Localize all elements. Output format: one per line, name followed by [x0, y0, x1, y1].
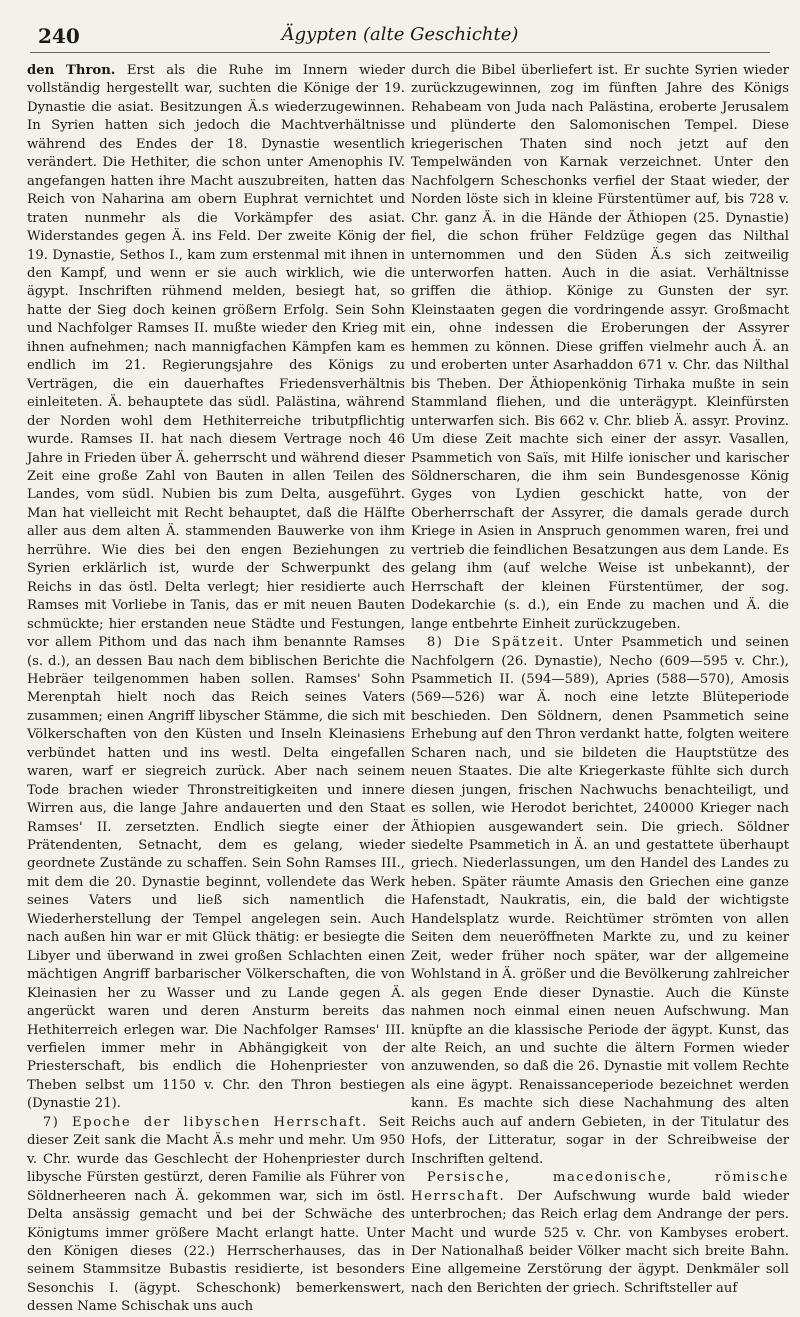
page-header	[30, 24, 770, 53]
paragraph-text: Der Aufschwung wurde bald wieder unterbrochen; das Reich erlag dem Andrange der pers. Macht und wurde 525 v. Chr. von Kambyses erobert. Der Nationalhaß beider Völker macht sich breite Bahn. Eine allgemeine Zerstörung der ägypt. Denkmäler soll nach den Berichten der griech. Schriftsteller auf	[411, 1188, 789, 1296]
section-heading: Persische, macedonische, römische Herrschaft.	[411, 1170, 789, 1204]
paragraph-foreign-rule	[411, 1169, 789, 1298]
right-column	[411, 62, 789, 1296]
section-heading: 8) Die Spätzeit.	[426, 635, 565, 651]
section-heading: 7) Epoche der libyschen Herrschaft.	[42, 1114, 368, 1130]
paragraph-libyan-epoch	[27, 1114, 405, 1317]
paragraph-continued: durch die Bibel überliefert ist. Er suchte Syrien wieder zurückzugewinnen, zog im fünften Jahre des Königs Rehabeam von Juda nach Palästina, eroberte Jerusalem und plünderte den Salomonischen Tempel. Diese kriegerischen Thaten sind noch jetzt auf den Tempelwänden von Karnak verzeichnet. Unter den Nachfolgern Scheschonks verfiel der Staat wieder, der Norden löste sich in kleine Fürstentümer auf, bis 728 v. Chr. ganz Ä. in die Hände der Äthiopen (25. Dynastie) fiel, die schon früher Feldzüge gegen das Nilthal unternommen und den Süden Ä.s sich zeitweilig unterworfen hatten. Auch in die asiat. Verhältnisse griffen die äthiop. Könige zu Gunsten der syr. Kleinstaaten gegen die vordringende assyr. Großmacht ein, ohne indessen die Eroberungen der Assyrer hemmen zu können. Diese griffen vielmehr auch Ä. an und eroberten unter Asarhaddon 671 v. Chr. das Nilthal bis Theben. Der Äthiopenkönig Tirhaka mußte in sein Stammland fliehen, und die unterägypt. Kleinfürsten unterwarfen sich. Bis 662 v. Chr. blieb Ä. assyr. Provinz. Um diese Zeit machte sich einer der assyr. Vasallen, Psammetich von Saïs, mit Hilfe ionischer und karischer Söldnerscharen, die ihm sein Bundesgenosse König Gyges von Lydien geschickt hatte, von der Oberherrschaft der Assyrer, die damals gerade durch Kriege in Asien in Anspruch genommen waren, frei und vertrieb die feindlichen Besatzungen aus dem Lande. Es gelang ihm (auf welche Weise ist unbekannt), der Herrschaft der kleinen Fürstentümer, der sog. Dodekarchie (s. d.), ein Ende zu machen und Ä. die lange entbehrte Einheit zurückzugeben.	[411, 63, 789, 632]
paragraph-text: Erst als die Ruhe im Innern wieder vollständig hergestellt war, suchten die Könige der 19. Dynastie die asiat. Besitzungen Ä.s wiederzugewinnen. In Syrien hatten sich jedoch die Machtverhältnisse während des Endes der 18. Dynastie wesentlich verändert. Die Hethiter, die schon unter Amenophis IV. angefangen hatten ihre Macht auszubreiten, hatten das Reich von Naharina am obern Euphrat vernichtet und traten nunmehr als die Vorkämpfer des asiat. Widerstandes gegen Ä. ins Feld. Der zweite König der 19. Dynastie, Sethos I., kam zum erstenmal mit ihnen in den Kampf, und wenn er sie auch wirklich, wie die ägypt. Inschriften rühmend melden, besiegt hat, so hatte der Sieg doch keinen größern Erfolg. Sein Sohn und Nachfolger Ramses II. mußte wieder den Krieg mit ihnen aufnehmen; nach mannigfachen Kämpfen kam es endlich im 21. Regierungsjahre des Königs zu Verträgen, die ein dauerhaftes Friedensverhältnis einleiteten. Ä. behauptete das südl. Palästina, während der Norden wohl dem Hethiterreiche tributpflichtig wurde. Ramses II. hat nach diesem Vertrage noch 46 Jahre in Frieden über Ä. geherrscht und während dieser Zeit eine große Zahl von Bauten in allen Teilen des Landes, vom südl. Nubien bis zum Delta, ausgeführt. Man hat vielleicht mit Recht behauptet, daß die Hälfte aller aus dem alten Ä. stammenden Bauwerke von ihm herrühre. Wie dies bei den engen Beziehungen zu Syrien erklärlich ist, wurde der Schwerpunkt des Reichs in das östl. Delta verlegt; hier residierte auch Ramses mit Vorliebe in Tanis, das er mit neuen Bauten schmückte; hier erstanden neue Städte und Festungen, vor allem Pithom und das nach ihm benannte Ramses (s. d.), an dessen Bau nach dem biblischen Berichte die Hebräer teilgenommen haben sollen. Ramses' Sohn Merenptah hielt noch das Reich seines Vaters zusammen; einen Angriff libyscher Stämme, die sich mit Völkerschaften von den Küsten und Inseln Kleinasiens verbündet hatten und ins westl. Delta eingefallen waren, warf er siegreich zurück. Aber nach seinem Tode brachen wieder Thronstreitigkeiten und innere Wirren aus, die lange Jahre andauerten und den Staat Ramses' II. zersetzten. Endlich siegte einer der Prätendenten, Setnacht, dem es gelang, wieder geordnete Zustände zu schaffen. Sein Sohn Ramses III., mit dem die 20. Dynastie beginnt, vollendete das Werk seines Vaters und ließ sich namentlich die Wiederherstellung der Tempel angelegen sein. Auch nach außen hin war er mit Glück thätig: er besiegte die Libyer und überwand in zwei großen Schlachten einen mächtigen Angriff barbarischer Völkerschaften, die von Kleinasien her zu Wasser und zu Lande gegen Ä. angerückt waren und deren Ansturm bereits das Hethiterreich erlegen war. Die Nachfolger Ramses' III. verfielen immer mehr in Abhängigkeit von der Priesterschaft, bis endlich die Hohenpriester von Theben selbst um 1150 v. Chr. den Thron bestiegen (Dynastie 21).	[27, 63, 405, 1112]
paragraph-text: Seit dieser Zeit sank die Macht Ä.s mehr und mehr. Um 950 v. Chr. wurde das Geschlecht der Hohenpriester durch libysche Fürsten gestürzt, deren Familie als Führer von Söldnerheeren nach Ä. gekommen war, sich im östl. Delta ansässig gemacht und bei der Schwäche des Königtums immer größere Macht erlangt hatte. Unter den Königen dieses (22.) Herrscherhauses, das in seinem Stammsitze Bubastis residierte, ist besonders Sesonchis I. (ägypt. Scheschonk) bemerkenswert, dessen Name Schischak uns auch	[27, 1114, 405, 1315]
page-number: 240	[38, 24, 80, 48]
running-title: Ägypten (alte Geschichte)	[281, 24, 519, 45]
paragraph-thebes-dynasties	[27, 62, 405, 1114]
paragraph-text: Unter Psammetich und seinen Nachfolgern (26. Dynastie), Necho (609—595 v. Chr.), Psammetich II. (594—589), Apries (588—570), Amosis (569—526) war Ä. noch eine letzte Blüteperiode beschieden. Den Söldnern, denen Psammetich seine Erhebung auf den Thron verdankt hatte, folgten weitere Scharen nach, und sie bildeten die Hauptstütze des neuen Staates. Die alte Kriegerkaste fühlte sich durch diesen jungen, frischen Nachwuchs benachteiligt, und es sollen, wie Herodot berichtet, 240000 Krieger nach Äthiopien ausgewandert sein. Die griech. Söldner siedelte Psammetich in Ä. an und gestattete überhaupt griech. Niederlassungen, um den Handel des Landes zu heben. Später räumte Amasis den Griechen eine ganze Hafenstadt, Naukratis, ein, die bald der wichtigste Handelsplatz wurde. Reichtümer strömten von allen Seiten dem neueröffneten Markte zu, und zu keiner Zeit, weder früher noch später, war der allgemeine Wohlstand in Ä. größer und die Bevölkerung zahlreicher als gegen Ende dieser Dynastie. Auch die Künste nahmen noch einmal einen neuen Aufschwung. Man knüpfte an die klassische Periode der ägypt. Kunst, das alte Reich, an und suchte die ältern Formen wieder anzuwenden, so daß die 26. Dynastie mit vollem Rechte als eine ägypt. Renaissanceperiode bezeichnet werden kann. Es machte sich diese Nachahmung des alten Reichs auch auf andern Gebieten, in der Titulatur des Hofs, der Litteratur, sogar in der Schreibweise der Inschriften geltend.	[411, 635, 789, 1167]
paragraph-late-period	[411, 634, 789, 1169]
continued-lead: den Thron.	[27, 63, 116, 78]
left-column	[27, 62, 405, 1315]
